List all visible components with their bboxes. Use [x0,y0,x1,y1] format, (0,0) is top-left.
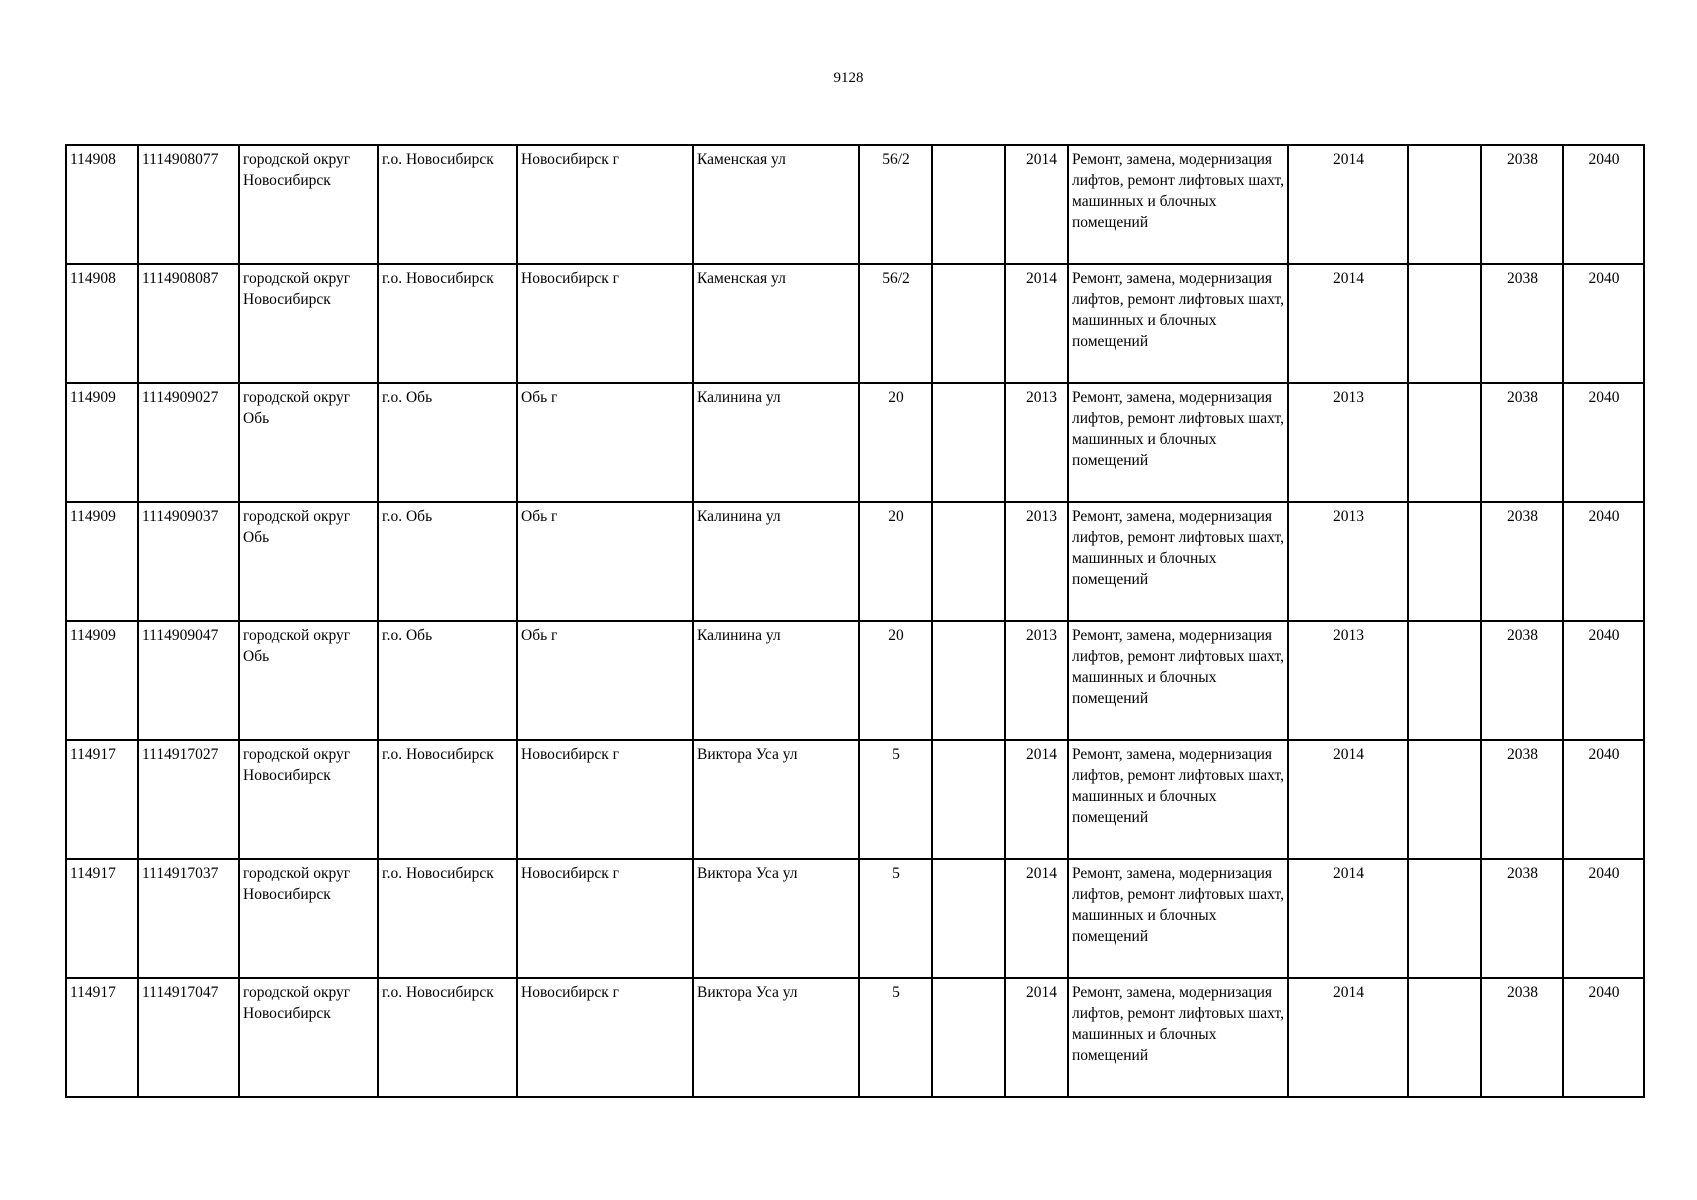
cell-year-to: 2040 [1563,621,1644,740]
cell-id: 1114908087 [138,264,239,383]
cell-street: Каменская ул [693,145,859,264]
cell-locality: Новосибирск г [517,859,693,978]
cell-year-to: 2040 [1563,383,1644,502]
cell-locality: Новосибирск г [517,978,693,1097]
cell-street: Виктора Уса ул [693,978,859,1097]
cell-locality: Обь г [517,383,693,502]
cell-year-last: 2014 [1288,978,1408,1097]
cell-building [932,859,1005,978]
cell-municipality: г.о. Новосибирск [378,978,517,1097]
cell-year-to: 2040 [1563,740,1644,859]
cell-house: 20 [859,502,932,621]
registry-table [65,144,1645,1098]
cell-building [932,264,1005,383]
cell-district: городской округ Обь [239,502,378,621]
cell-extra [1408,264,1481,383]
cell-municipality: г.о. Новосибирск [378,859,517,978]
cell-building [932,978,1005,1097]
cell-district: городской округ Новосибирск [239,264,378,383]
cell-year-last: 2013 [1288,621,1408,740]
cell-municipality: г.о. Обь [378,621,517,740]
cell-id: 1114917047 [138,978,239,1097]
cell-year-to: 2040 [1563,145,1644,264]
cell-locality: Новосибирск г [517,145,693,264]
table-row [66,383,1644,502]
cell-street: Виктора Уса ул [693,859,859,978]
cell-district: городской округ Обь [239,621,378,740]
cell-extra [1408,502,1481,621]
cell-house: 5 [859,740,932,859]
cell-id: 1114909027 [138,383,239,502]
cell-code: 114917 [66,740,138,859]
table-row [66,621,1644,740]
cell-building [932,145,1005,264]
cell-year-from: 2038 [1481,978,1563,1097]
cell-extra [1408,978,1481,1097]
cell-building [932,740,1005,859]
cell-building [932,383,1005,502]
cell-work-type: Ремонт, замена, модернизация лифтов, ремонт лифтовых шахт, машинных и блочных помещений [1068,145,1288,264]
cell-year-to: 2040 [1563,859,1644,978]
cell-year-last: 2013 [1288,383,1408,502]
cell-year-from: 2038 [1481,383,1563,502]
cell-extra [1408,621,1481,740]
cell-year-built: 2013 [1005,502,1068,621]
cell-year-from: 2038 [1481,145,1563,264]
cell-district: городской округ Обь [239,383,378,502]
cell-locality: Обь г [517,502,693,621]
cell-house: 56/2 [859,264,932,383]
table-row [66,264,1644,383]
cell-street: Калинина ул [693,502,859,621]
cell-municipality: г.о. Обь [378,383,517,502]
cell-district: городской округ Новосибирск [239,859,378,978]
cell-work-type: Ремонт, замена, модернизация лифтов, ремонт лифтовых шахт, машинных и блочных помещений [1068,621,1288,740]
cell-municipality: г.о. Новосибирск [378,145,517,264]
cell-street: Виктора Уса ул [693,740,859,859]
cell-building [932,502,1005,621]
registry-rows [66,145,1644,1097]
cell-id: 1114909037 [138,502,239,621]
cell-building [932,621,1005,740]
cell-house: 20 [859,621,932,740]
cell-year-from: 2038 [1481,502,1563,621]
cell-municipality: г.о. Обь [378,502,517,621]
cell-year-built: 2014 [1005,264,1068,383]
cell-district: городской округ Новосибирск [239,978,378,1097]
page-number: 9128 [833,70,864,86]
cell-code: 114909 [66,383,138,502]
cell-house: 20 [859,383,932,502]
cell-locality: Новосибирск г [517,264,693,383]
cell-district: городской округ Новосибирск [239,145,378,264]
cell-extra [1408,740,1481,859]
cell-street: Калинина ул [693,621,859,740]
cell-id: 1114908077 [138,145,239,264]
cell-locality: Обь г [517,621,693,740]
cell-work-type: Ремонт, замена, модернизация лифтов, ремонт лифтовых шахт, машинных и блочных помещений [1068,502,1288,621]
cell-year-to: 2040 [1563,502,1644,621]
cell-year-last: 2014 [1288,859,1408,978]
table-row [66,978,1644,1097]
cell-municipality: г.о. Новосибирск [378,740,517,859]
cell-code: 114908 [66,264,138,383]
cell-municipality: г.о. Новосибирск [378,264,517,383]
cell-code: 114917 [66,859,138,978]
cell-work-type: Ремонт, замена, модернизация лифтов, ремонт лифтовых шахт, машинных и блочных помещений [1068,264,1288,383]
cell-code: 114909 [66,502,138,621]
table-row [66,740,1644,859]
cell-id: 1114917027 [138,740,239,859]
cell-year-last: 2013 [1288,502,1408,621]
cell-year-last: 2014 [1288,740,1408,859]
cell-year-built: 2014 [1005,859,1068,978]
cell-house: 5 [859,978,932,1097]
table-row [66,145,1644,264]
cell-district: городской округ Новосибирск [239,740,378,859]
cell-year-from: 2038 [1481,621,1563,740]
cell-id: 1114917037 [138,859,239,978]
cell-year-from: 2038 [1481,859,1563,978]
cell-locality: Новосибирск г [517,740,693,859]
cell-house: 5 [859,859,932,978]
cell-year-built: 2014 [1005,978,1068,1097]
cell-code: 114917 [66,978,138,1097]
cell-year-from: 2038 [1481,264,1563,383]
cell-year-built: 2013 [1005,383,1068,502]
cell-work-type: Ремонт, замена, модернизация лифтов, ремонт лифтовых шахт, машинных и блочных помещений [1068,740,1288,859]
table-row [66,502,1644,621]
cell-year-to: 2040 [1563,264,1644,383]
cell-extra [1408,383,1481,502]
cell-year-last: 2014 [1288,145,1408,264]
cell-year-built: 2014 [1005,145,1068,264]
cell-extra [1408,145,1481,264]
cell-year-built: 2014 [1005,740,1068,859]
cell-year-last: 2014 [1288,264,1408,383]
cell-house: 56/2 [859,145,932,264]
cell-work-type: Ремонт, замена, модернизация лифтов, ремонт лифтовых шахт, машинных и блочных помещений [1068,978,1288,1097]
cell-year-from: 2038 [1481,740,1563,859]
cell-work-type: Ремонт, замена, модернизация лифтов, ремонт лифтовых шахт, машинных и блочных помещений [1068,383,1288,502]
cell-street: Каменская ул [693,264,859,383]
cell-year-built: 2013 [1005,621,1068,740]
cell-code: 114908 [66,145,138,264]
cell-street: Калинина ул [693,383,859,502]
cell-extra [1408,859,1481,978]
table-row [66,859,1644,978]
cell-work-type: Ремонт, замена, модернизация лифтов, ремонт лифтовых шахт, машинных и блочных помещений [1068,859,1288,978]
cell-year-to: 2040 [1563,978,1644,1097]
cell-code: 114909 [66,621,138,740]
cell-id: 1114909047 [138,621,239,740]
